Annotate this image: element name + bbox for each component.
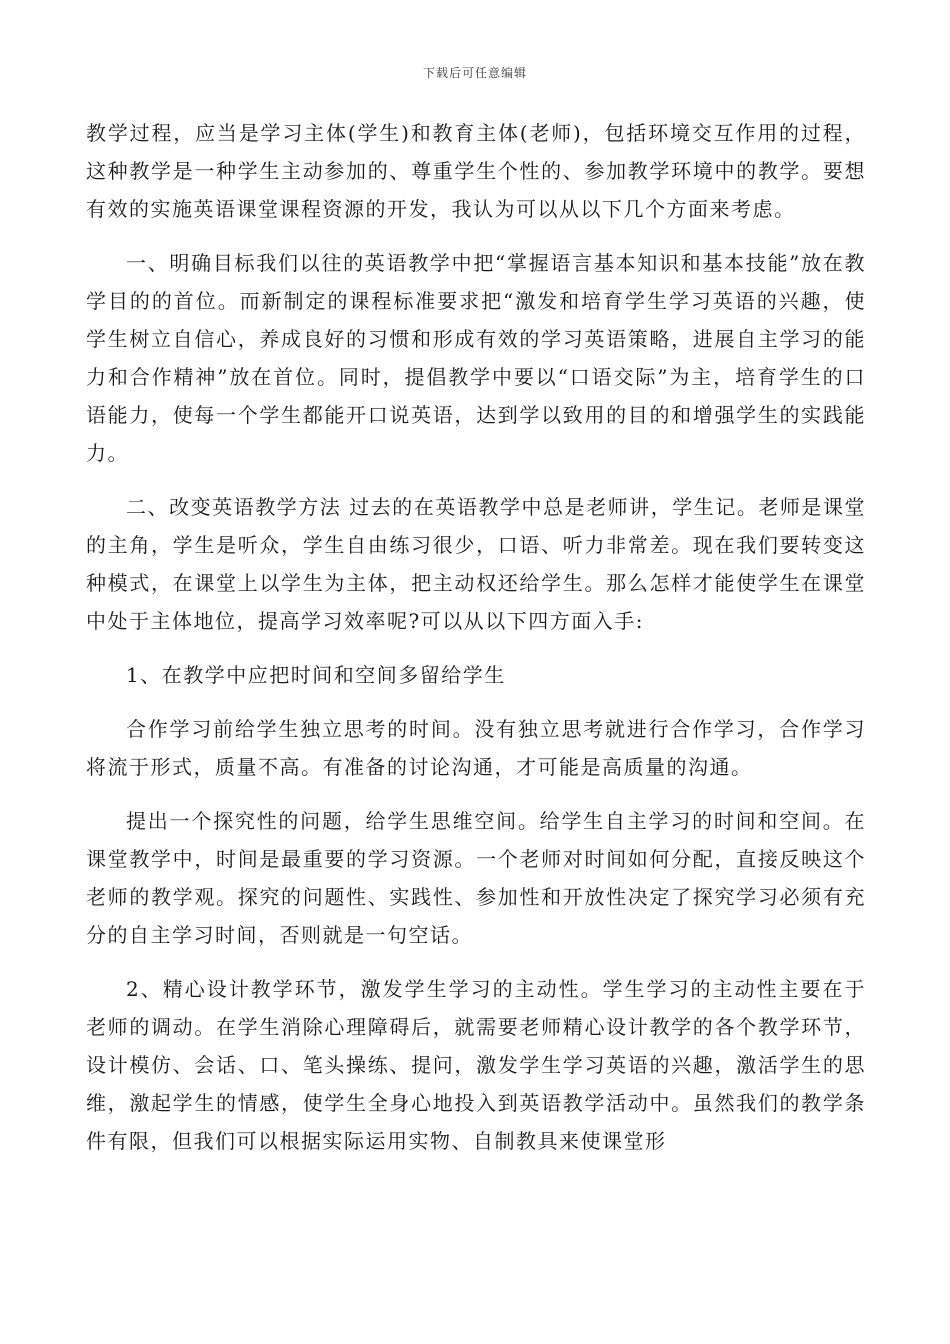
paragraph-inquiry-question: 提出一个探究性的问题，给学生思维空间。给学生自主学习的时间和空间。在课堂教学中，时间是最重要的学习资源。一个老师对时间如何分配，直接反映这个老师的教学观。探究的问题性、实践性、参加性和开放性决定了探究学习必须有充分的自主学习时间，否则就是一句空话。	[86, 809, 866, 947]
paragraph-section-two: 二、改变英语教学方法 过去的在英语教学中总是老师讲，学生记。老师是课堂的主角，学生是听众，学生自由练习很少，口语、听力非常差。现在我们要转变这种模式，在课堂上以学生为主体，把主动权还给学生。那么怎样才能使学生在课堂中处于主体地位，提高学习效率呢?可以从以下四方面入手:	[86, 495, 866, 633]
page-header: 下载后可任意编辑	[422, 66, 527, 80]
paragraph-intro: 教学过程，应当是学习主体(学生)和教育主体(老师)，包括环境交互作用的过程，这种教学是一种学生主动参加的、尊重学生个性的、参加教学环境中的教学。要想有效的实施英语课堂课程资源的开发，我认为可以从以下几个方面来考虑。	[86, 121, 866, 221]
paragraph-point-one-heading: 1、在教学中应把时间和空间多留给学生	[126, 663, 506, 687]
paragraph-independent-thinking: 合作学习前给学生独立思考的时间。没有独立思考就进行合作学习，合作学习将流于形式，质量不高。有准备的讨论沟通，才可能是高质量的沟通。	[86, 717, 866, 779]
paragraph-point-two: 2、精心设计教学环节，激发学生学习的主动性。学生学习的主动性主要在于老师的调动。在学生消除心理障碍后，就需要老师精心设计教学的各个教学环节，设计模仿、会话、口、笔头操练、提问，激发学生学习英语的兴趣，激活学生的思维，激起学生的情感，使学生全身心地投入到英语教学活动中。虽然我们的教学条件有限，但我们可以根据实际运用实物、自制教具来使课堂形	[86, 977, 866, 1153]
document-body	[86, 114, 866, 1176]
paragraph-section-one: 一、明确目标我们以往的英语教学中把“掌握语言基本知识和基本技能”放在教学目的的首位。而新制定的课程标准要求把“激发和培育学生学习英语的兴趣，使学生树立自信心，养成良好的习惯和形成有效的学习英语策略，进展自主学习的能力和合作精神”放在首位。同时，提倡教学中要以“口语交际”为主，培育学生的口语能力，使每一个学生都能开口说英语，达到学以致用的目的和增强学生的实践能力。	[86, 251, 866, 465]
